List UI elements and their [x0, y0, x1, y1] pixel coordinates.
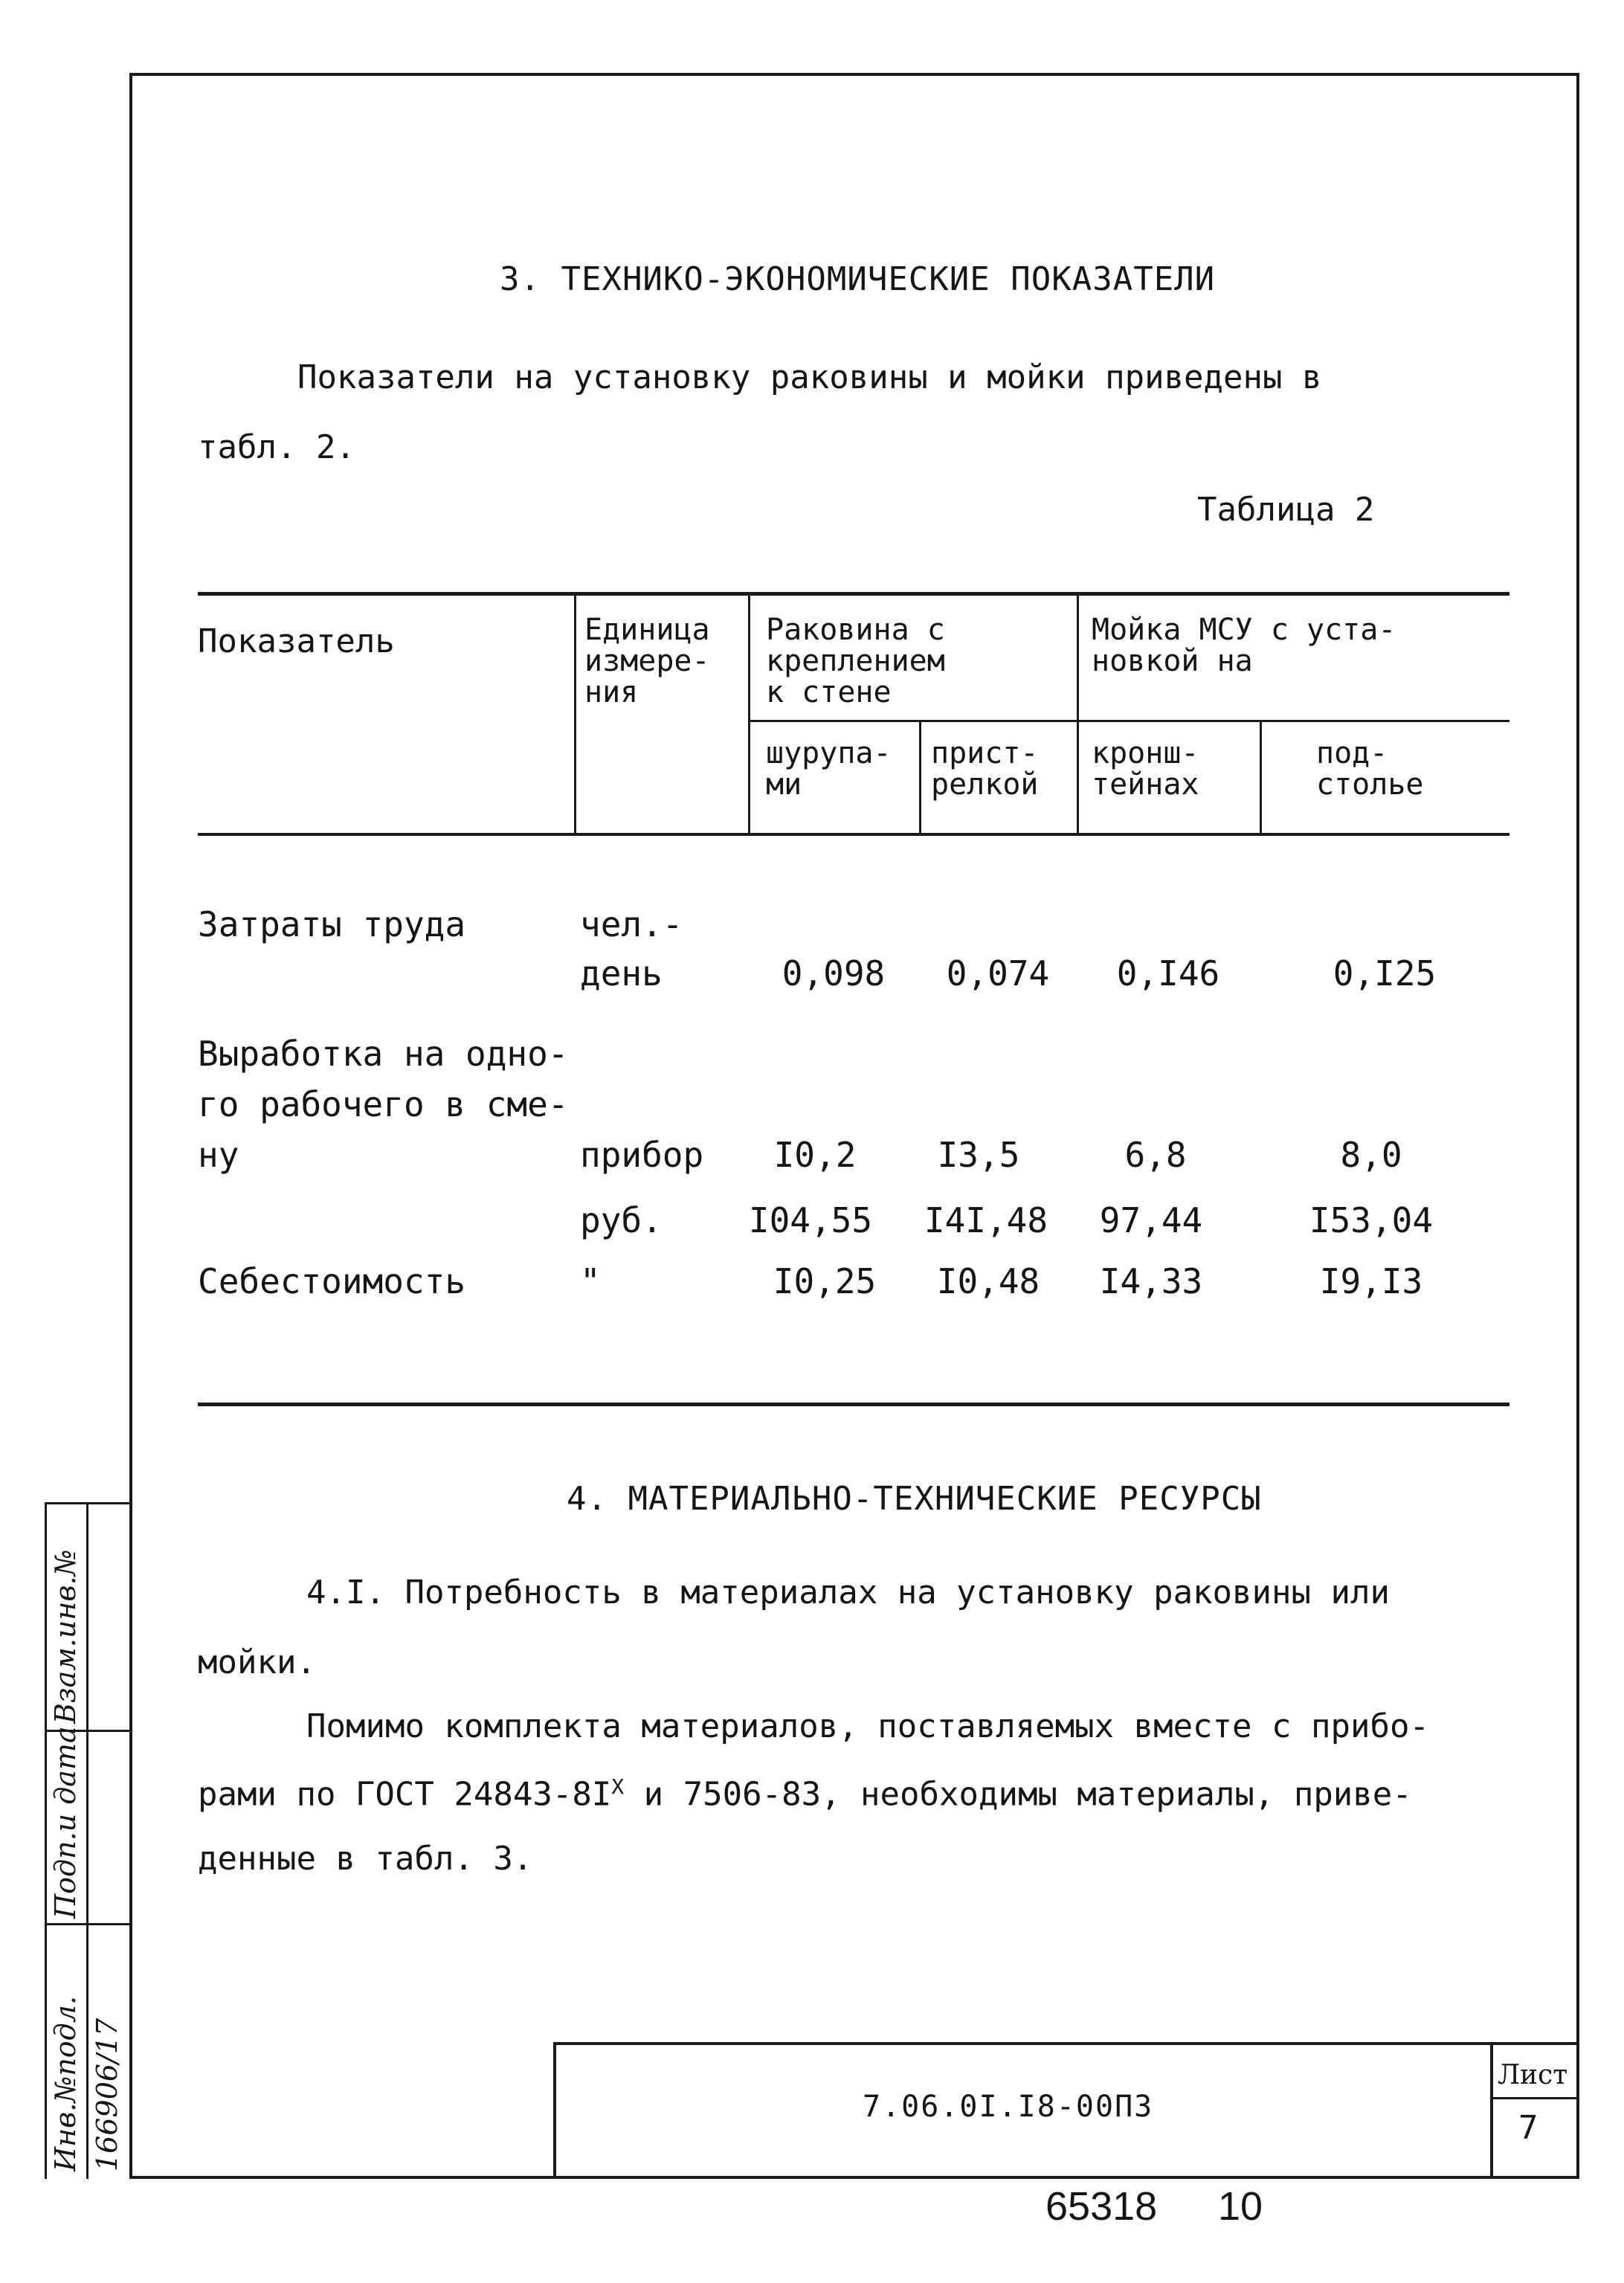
row-2-label-line-3: ну: [198, 1135, 239, 1175]
row-1-unit-line-2: день: [580, 953, 663, 994]
row-1-value-3: 0,I46: [1116, 953, 1220, 994]
side-stamp-column-divider: [86, 1502, 88, 2179]
footer-number-2: 10: [1218, 2184, 1263, 2229]
frame-bottom: [129, 2176, 1579, 2179]
header-indicator: Показатель: [198, 622, 395, 660]
row-4-value-3: I4,33: [1099, 1261, 1203, 1301]
row-4-label: Себестоимость: [198, 1261, 466, 1301]
row-2-value-4: 8,0: [1340, 1135, 1402, 1175]
header-sub-brackets: кронш- тейнах: [1092, 736, 1199, 802]
sheet-number: 7: [1518, 2109, 1538, 2147]
row-2-value-2: I3,5: [937, 1135, 1020, 1175]
row-1-label: Затраты труда: [198, 904, 466, 944]
row-1-unit-line-1: чел.-: [580, 904, 683, 944]
header-unit: Единица измере- ния: [584, 613, 710, 709]
table-col-divider-3: [919, 720, 921, 834]
side-stamp-label-1: Инв.№подл.: [49, 1995, 82, 2171]
row-2-label-line-2: го рабочего в сме-: [198, 1084, 569, 1124]
frame-right: [1576, 73, 1579, 2179]
row-2-value-1: I0,2: [773, 1135, 857, 1175]
gost-reference: рами по ГОСТ 24843-8I: [198, 1775, 612, 1814]
stamp-top-rule: [553, 2042, 1579, 2045]
header-sub-nailer: прист- релкой: [931, 736, 1039, 802]
header-sub-screws: шурупа- ми: [766, 736, 892, 802]
row-1-value-2: 0,074: [946, 953, 1050, 994]
row-2-value-3: 6,8: [1124, 1135, 1187, 1175]
row-3-value-4: I53,04: [1309, 1200, 1434, 1240]
footer-number-1: 65318: [1045, 2184, 1158, 2229]
row-1-value-4: 0,I25: [1333, 953, 1437, 994]
row-4-unit: ": [580, 1261, 601, 1301]
table-header-bottom-rule: [198, 833, 1509, 836]
side-stamp-top-rule: [45, 1502, 131, 1504]
frame-top: [129, 73, 1579, 76]
section-4-1-line-2: мойки.: [198, 1643, 316, 1681]
gost-superscript: Х: [611, 1774, 625, 1799]
side-stamp-label-3: Взам.инв.№: [49, 1549, 82, 1724]
document-code: 7.06.0I.I8-00ПЗ: [863, 2090, 1154, 2124]
row-4-value-2: I0,48: [936, 1261, 1040, 1301]
row-1-value-1: 0,098: [782, 953, 886, 994]
row-4-value-1: I0,25: [773, 1261, 877, 1301]
side-stamp-value-1: 166906/17: [91, 2018, 123, 2171]
stamp-left-rule: [553, 2042, 556, 2177]
header-sub-stand: под- столье: [1316, 736, 1424, 802]
row-4-value-4: I9,I3: [1319, 1261, 1423, 1301]
row-3-unit: руб.: [580, 1200, 663, 1240]
side-stamp-split-2: [45, 1923, 131, 1925]
table-col-divider-4: [1077, 592, 1079, 834]
table-col-divider-2: [748, 592, 750, 834]
row-3-value-2: I4I,48: [924, 1200, 1048, 1240]
row-3-value-1: I04,55: [748, 1200, 873, 1240]
section-3-paragraph-line-2: табл. 2.: [198, 428, 355, 466]
section-4-title: 4. МАТЕРИАЛЬНО-ТЕХНИЧЕСКИЕ РЕСУРСЫ: [567, 1480, 1262, 1518]
table-2-caption: Таблица 2: [1197, 491, 1375, 529]
table-bottom-rule: [198, 1403, 1509, 1406]
row-2-label-line-1: Выработка на одно-: [198, 1034, 569, 1074]
side-stamp-label-2: Подп.и дата: [49, 1726, 82, 1919]
row-2-unit: прибор: [580, 1135, 704, 1175]
side-stamp-outer-left: [45, 1502, 47, 2179]
gost-reference-continuation: и 7506-83, необходимы материалы, приве-: [624, 1775, 1412, 1814]
section-4-paragraph-line-1: Помимо комплекта материалов, поставляемых вместе с прибо-: [306, 1707, 1429, 1745]
section-3-paragraph-line-1: Показатели на установку раковины и мойки приведены в: [297, 358, 1322, 396]
header-sink: Раковина с креплением к стене: [766, 613, 945, 709]
row-3-value-3: 97,44: [1099, 1200, 1203, 1240]
table-header-split-rule: [748, 720, 1509, 722]
section-4-paragraph-line-2: [198, 1774, 1412, 1814]
table-col-divider-1: [574, 592, 576, 834]
stamp-sheet-rule: [1490, 2097, 1579, 2099]
header-washbasin: Мойка МСУ с уста- новкой на: [1092, 613, 1396, 678]
section-4-paragraph-line-3: денные в табл. 3.: [198, 1840, 533, 1878]
stamp-sheet-divider: [1490, 2042, 1493, 2177]
section-3-title: 3. ТЕХНИКО-ЭКОНОМИЧЕСКИЕ ПОКАЗАТЕЛИ: [500, 260, 1216, 298]
table-col-divider-5: [1260, 720, 1262, 834]
table-top-rule: [198, 592, 1509, 596]
sheet-label: Лист: [1498, 2060, 1568, 2090]
frame-left: [129, 73, 132, 2179]
section-4-1-line-1: 4.I. Потребность в материалах на установку раковины или: [306, 1574, 1390, 1611]
